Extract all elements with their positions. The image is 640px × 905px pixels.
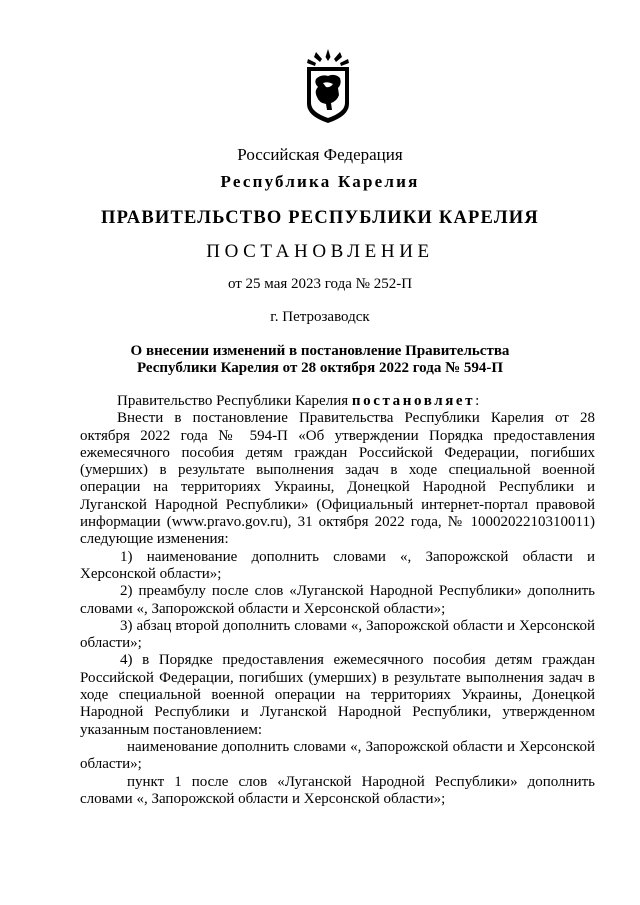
document-title <box>0 343 640 377</box>
paragraph-subitem-1: наименование дополнить словами «, Запорожской области и Херсонской области»; <box>80 738 595 773</box>
document-type: ПОСТАНОВЛЕНИЕ <box>206 241 434 262</box>
document-body <box>80 393 595 808</box>
intro-prefix: Правительство Республики Карелия <box>117 393 352 409</box>
intro-suffix: : <box>475 393 480 409</box>
city: г. Петрозаводск <box>270 309 370 325</box>
republic-name: Республика Карелия <box>220 172 420 191</box>
government-name: ПРАВИТЕЛЬСТВО РЕСПУБЛИКИ КАРЕЛИЯ <box>101 208 539 228</box>
country-name: Российская Федерация <box>237 145 403 164</box>
paragraph-item-3: 3) абзац второй дополнить словами «, Запорожской области и Херсонской области»; <box>80 617 595 652</box>
karelia-coat-of-arms-icon <box>301 48 355 124</box>
title-line-1: О внесении изменений в постановление Правительства <box>130 343 510 359</box>
paragraph-item-2: 2) преамбулу после слов «Луганской Народной Республики» дополнить словами «, Запорожской области и Херсонской области»; <box>80 583 595 617</box>
intro-decree-verb: постановляет <box>351 393 476 409</box>
date-line: от 25 мая 2023 года № 252-П <box>227 276 413 292</box>
paragraph-item-4: 4) в Порядке предоставления ежемесячного пособия детям граждан Российской Федерации, погибших (умерших) в результате выполнения задач в ходе специальной военной операции на территориях Украины, Донецкой Народной Республики и Луганской Народной Республики, утвержденном указанным постановлением: <box>80 652 595 738</box>
paragraph-subitem-2: пункт 1 после слов «Луганской Народной Республики» дополнить словами «, Запорожской области и Херсонской области»; <box>80 773 595 807</box>
paragraph-main: Внести в постановление Правительства Республики Карелия от 28 октября 2022 года № 594-П «Об утверждении Порядка предоставления ежемесячного пособия детям граждан Российской Федерации, погибших (умерших) в результате выполнения задач в ходе специальной военной операции на территориях Украины, Донецкой Народной Республики и Луганской Народной Республики» (Официальный интернет-портал правовой информации (www.pravo.gov.ru), 31 октября 2022 года, № 1000202210310011) следующие изменения: <box>80 410 595 548</box>
intro-paragraph <box>80 393 595 410</box>
title-line-2: Республики Карелия от 28 октября 2022 года № 594-П <box>136 360 504 376</box>
paragraph-item-1: 1) наименование дополнить словами «, Запорожской области и Херсонской области»; <box>80 548 595 582</box>
